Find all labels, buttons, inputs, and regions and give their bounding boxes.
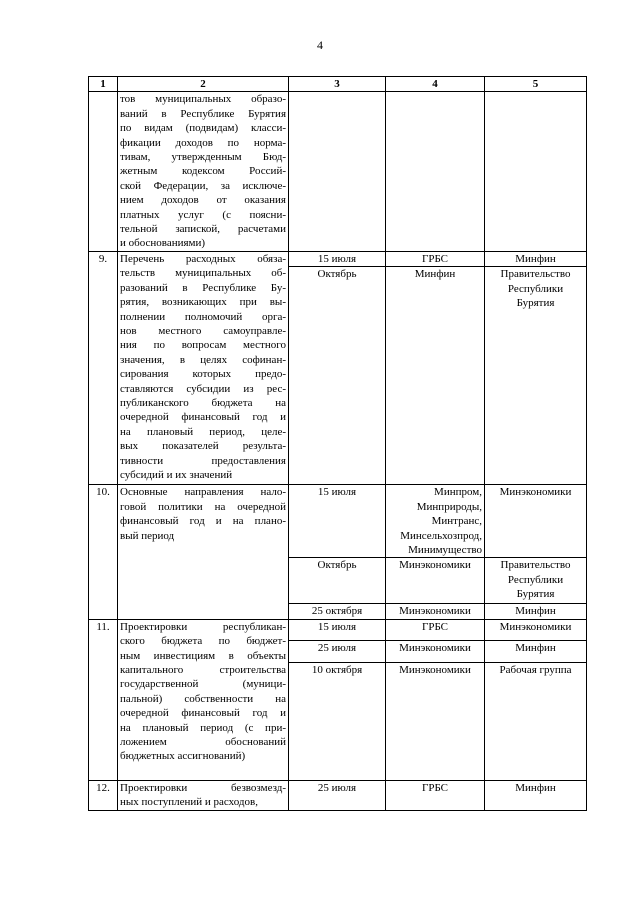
row-number	[89, 92, 118, 251]
description-line: сирования которых предо-	[120, 368, 286, 381]
description-line: платных услуг (с поясни-	[120, 208, 286, 221]
description-line: Проектировки безвозмезд-	[120, 781, 286, 794]
description-line: нов местного самоуправле-	[120, 324, 286, 337]
description-line: разований в Республике Бу-	[120, 281, 286, 294]
description-line: ным инвестициям в объекты	[120, 649, 286, 662]
row-description	[118, 780, 289, 810]
row-to	[485, 558, 587, 604]
header-row	[89, 77, 587, 92]
cell-line: Республики	[507, 282, 564, 295]
row-from	[386, 485, 485, 558]
cell-line: Минимущество	[408, 543, 482, 556]
row-from: Минэкономики	[386, 604, 485, 619]
row-to: Рабочая группа	[485, 662, 587, 780]
row-description	[118, 251, 289, 484]
table-row-11	[89, 619, 587, 641]
page-number: 4	[317, 38, 323, 52]
row-date: 10 октября	[289, 662, 386, 780]
description-line: государственной (муници-	[120, 678, 286, 691]
description-line: тельной запиской, расчетами	[120, 223, 286, 236]
cell-line: Минпром,	[434, 486, 482, 499]
description-line: нием доходов от оказания	[120, 194, 286, 207]
row-to: Минфин	[485, 780, 587, 810]
table-row-12	[89, 780, 587, 810]
row-number: 10.	[89, 485, 118, 619]
description-line: тивности предоставления	[120, 454, 286, 467]
description-line: Проектировки республикан-	[120, 620, 286, 633]
row-description	[118, 619, 289, 780]
cell-line: Минсельхозпрод,	[400, 529, 482, 542]
row-date: 15 июля	[289, 251, 386, 266]
description-line: и обоснованиями)	[120, 237, 206, 250]
description-line: тивам, утвержденным Бюд-	[120, 151, 286, 164]
row-to	[485, 92, 587, 251]
description-line: значения, в целях софинан-	[120, 353, 286, 366]
description-line: ных поступлений и расходов,	[120, 796, 258, 809]
description-line: ния по вопросам местного	[120, 339, 286, 352]
row-date: Октябрь	[289, 558, 386, 604]
row-from	[386, 92, 485, 251]
table-row-continuation	[89, 92, 587, 251]
header-col-5: 5	[485, 77, 587, 92]
row-from: ГРБС	[386, 780, 485, 810]
row-date: 25 октября	[289, 604, 386, 619]
row-number: 12.	[89, 780, 118, 810]
cell-line: Бурятия	[516, 588, 555, 601]
description-line: тельств муниципальных об-	[120, 267, 286, 280]
row-date: 25 июля	[289, 641, 386, 663]
cell-line: Минтранс,	[431, 515, 482, 528]
row-from: Минфин	[386, 267, 485, 485]
row-from: ГРБС	[386, 619, 485, 641]
description-line: пальной) собственности на	[120, 692, 286, 705]
cell-line: Минприроды,	[416, 500, 482, 513]
table-row-9	[89, 251, 587, 266]
description-line: говой политики на очередной	[120, 500, 286, 513]
description-line: очередной финансовый год и	[120, 411, 286, 424]
row-date: 25 июля	[289, 780, 386, 810]
row-description	[118, 485, 289, 619]
description-line: рятия, возникающих при вы-	[120, 296, 286, 309]
row-date: 15 июля	[289, 619, 386, 641]
row-to: Минфин	[485, 604, 587, 619]
header-col-2: 2	[118, 77, 289, 92]
row-date	[289, 92, 386, 251]
description-line: на плановый период (с при-	[120, 721, 286, 734]
description-line: Перечень расходных обяза-	[120, 252, 286, 265]
description-line: капитального строительства	[120, 663, 286, 676]
description-line: на плановый период, целе-	[120, 425, 286, 438]
description-line: вый период	[120, 529, 175, 542]
description-line: тов муниципальных образо-	[120, 93, 286, 106]
row-from: Минэкономики	[386, 641, 485, 663]
description-line: ского бюджета по бюджет-	[120, 635, 286, 648]
description-line: жетным кодексом Россий-	[120, 165, 286, 178]
description-line: очередной финансовый год и	[120, 707, 286, 720]
cell-line: Республики	[507, 573, 564, 586]
row-to: Минфин	[485, 251, 587, 266]
description-line: бюджетных ассигнований)	[120, 750, 246, 763]
row-to: Минэкономики	[485, 485, 587, 558]
header-col-3: 3	[289, 77, 386, 92]
description-line: полнении полномочий орга-	[120, 310, 286, 323]
header-col-1: 1	[89, 77, 118, 92]
cell-line: Правительство	[500, 268, 571, 281]
row-to	[485, 267, 587, 485]
description-line: финансовый год и на плано-	[120, 515, 286, 528]
description-line: ской Федерации, за исключе-	[120, 179, 286, 192]
cell-line: Бурятия	[516, 297, 555, 310]
description-line: Основные направления нало-	[120, 486, 286, 499]
description-line: по видам (подвидам) класси-	[120, 122, 286, 135]
row-to: Минфин	[485, 641, 587, 663]
description-line: вых показателей результа-	[120, 440, 286, 453]
schedule-table	[88, 76, 587, 811]
header-col-4: 4	[386, 77, 485, 92]
row-to: Минэкономики	[485, 619, 587, 641]
description-line: субсидий и их значений	[120, 468, 233, 481]
row-number: 9.	[89, 251, 118, 484]
description-line: ставляются субсидии из рес-	[120, 382, 286, 395]
row-number: 11.	[89, 619, 118, 780]
row-from: Минэкономики	[386, 558, 485, 604]
row-date: Октябрь	[289, 267, 386, 485]
cell-line: Правительство	[500, 559, 571, 572]
row-from: ГРБС	[386, 251, 485, 266]
description-line: публиканского бюджета на	[120, 396, 286, 409]
row-from: Минэкономики	[386, 662, 485, 780]
table-row-10	[89, 485, 587, 558]
row-description	[118, 92, 289, 251]
description-line: фикации доходов по норма-	[120, 136, 286, 149]
description-line: ваний в Республике Бурятия	[120, 107, 286, 120]
description-line: ложением обоснований	[120, 735, 286, 748]
row-date: 15 июля	[289, 485, 386, 558]
